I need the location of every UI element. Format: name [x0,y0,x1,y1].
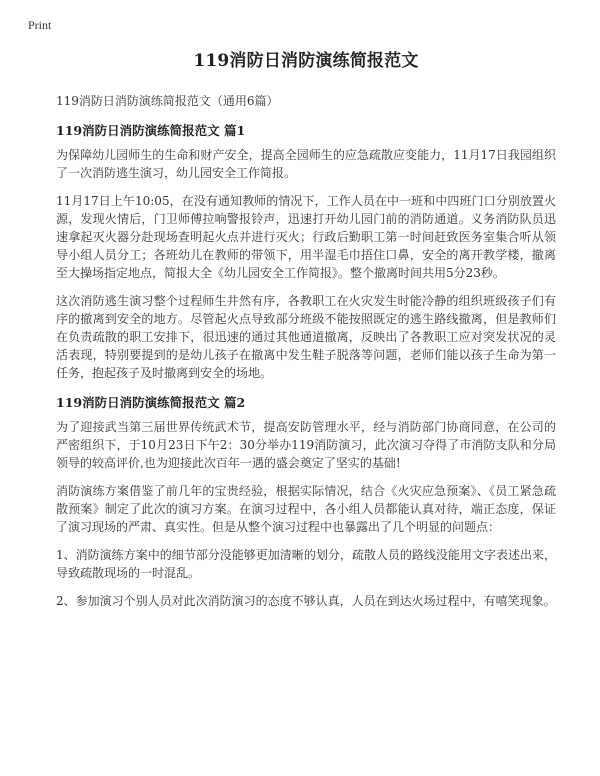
section-2-paragraph-1: 为了迎接武当第三届世界传统武术节，提高安防管理水平，经与消防部门协商同意，在公司的严密组织下，于10月23日下午2：30分举办119消防演习，此次演习夺得了市消防支队和分局领导的较高评价,也为迎接此次百年一遇的盛会奠定了坚实的基础! [56,420,556,470]
section-1-paragraph-1: 为保障幼儿园师生的生命和财产安全，提高全园师生的应急疏散应变能力，11月17日我园组织了一次消防逃生演习，幼儿园安全工作简报。 [56,148,556,180]
section-2-paragraph-4: 2、参加演习个别人员对此次消防演习的态度不够认真，人员在到达火场过程中，有嘻笑现象。 [56,594,556,608]
section-2-paragraph-3: 1、消防演练方案中的细节部分没能够更加清晰的划分，疏散人员的路线没能用文字表述出来，导致疏散现场的一时混乱。 [56,548,556,580]
document-title: 119消防日消防演练简报范文 [193,51,419,71]
section-2-paragraph-2: 消防演练方案借鉴了前几年的宝贵经验，根据实际情况，结合《火灾应急预案》、《员工紧急疏散预案》制定了此次的演习方案。在演习过程中，各小组人员都能认真对待，端正态度，保证了演习现场的严肃、真实性。但是从整个演习过程中也暴露出了几个明显的问题点： [56,484,556,534]
document-body [56,50,556,610]
section-heading-2: 119消防日消防演练简报范文 篇2 [56,395,246,410]
document-subtitle: 119消防日消防演练简报范文（通用6篇） [56,94,279,108]
print-link[interactable]: Print [28,18,52,32]
section-heading-1: 119消防日消防演练简报范文 篇1 [56,123,246,138]
section-1-paragraph-2: 11月17日上午10:05，在没有通知教师的情况下，工作人员在中一班和中四班门口分别放置火源，发现火情后，门卫师傅拉响警报铃声，迅速打开幼儿园门前的消防通道。义务消防队员迅速拿起灭火器分赴现场查明起火点并进行灭火；行政后勤职工第一时间赶致医务室集合听从领导小组人员分工；各班幼儿在教师的带领下，用半湿毛巾捂住口鼻，安全的离开教学楼，撤离至大操场指定地点，简报大全《幼儿园安全工作简报》。整个撤离时间共用5分23秒。 [56,194,556,280]
section-1-paragraph-3: 这次消防逃生演习整个过程师生井然有序，各教职工在火灾发生时能冷静的组织班级孩子们有序的撤离到安全的地方。尽管起火点导致部分班级不能按照既定的逃生路线撤离，但是教师们在负责疏散的职工安排下，很迅速的通过其他通道撤离，反映出了各教职工应对突发状况的灵活表现，特别要提到的是幼儿孩子在撤离中发生鞋子脱落等问题，老师们能以孩子生命为第一任务，抱起孩子及时撤离到安全的场地。 [56,294,556,380]
